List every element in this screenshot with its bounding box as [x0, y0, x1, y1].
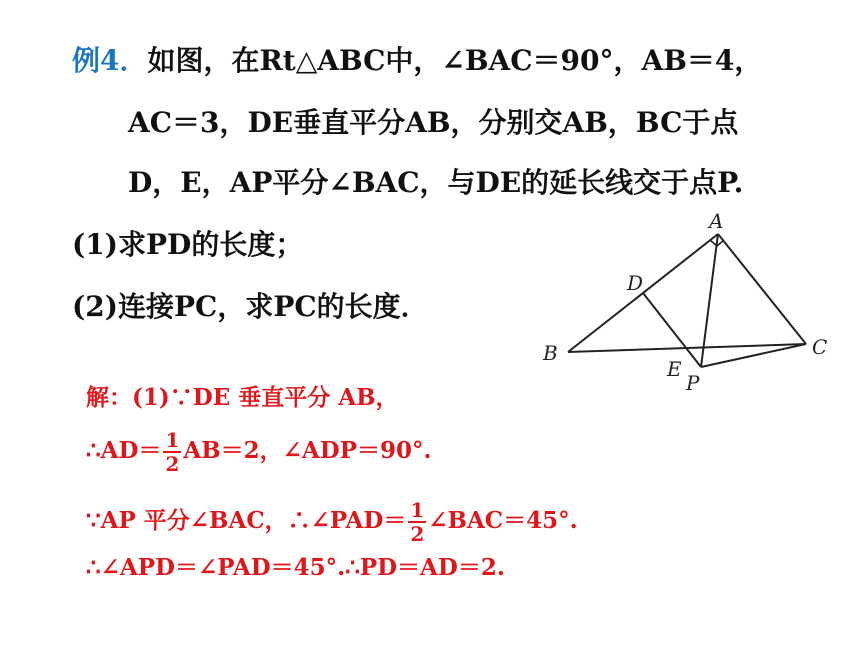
- label-E: E: [667, 357, 682, 381]
- solution-line-4: ∴∠APD＝∠PAD＝45°.∴PD＝AD＝2.: [86, 554, 505, 581]
- fraction-numerator: 1: [410, 498, 425, 522]
- fraction-half: [163, 430, 181, 474]
- problem-line-2: AC＝3，DE垂直平分AB，分别交AB，BC于点: [128, 106, 739, 139]
- solution-3-pre: ∵AP 平分∠BAC，∴∠PAD＝: [86, 507, 407, 534]
- label-A: A: [709, 209, 724, 233]
- label-B: B: [543, 341, 558, 365]
- solution-2-post: AB＝2，∠ADP＝90°.: [183, 437, 432, 464]
- label-P: P: [686, 371, 700, 395]
- solution-line-2: [86, 430, 432, 474]
- example-label: 例4．: [72, 44, 148, 77]
- problem-text-1: 如图，在Rt△ABC中，∠BAC＝90°，AB＝4，: [147, 44, 763, 77]
- fraction-numerator: 1: [165, 428, 180, 452]
- label-D: D: [627, 271, 644, 295]
- fraction-denominator: 2: [410, 522, 425, 546]
- label-C: C: [812, 335, 828, 359]
- solution-line-1: 解：(1)∵DE 垂直平分 AB，: [86, 384, 399, 411]
- segment-AC: [718, 234, 806, 344]
- solution-line-3: [86, 500, 578, 544]
- problem-line-3: D，E，AP平分∠BAC，与DE的延长线交于点P.: [128, 166, 744, 199]
- question-2: (2)连接PC，求PC的长度．: [72, 290, 429, 323]
- solution-2-pre: ∴AD＝: [86, 437, 162, 464]
- question-1: (1)求PD的长度；: [72, 228, 304, 261]
- fraction-half: [408, 500, 426, 544]
- fraction-denominator: 2: [165, 452, 180, 476]
- solution-3-post: ∠BAC＝45°.: [428, 507, 578, 534]
- segment-DP: [643, 293, 701, 367]
